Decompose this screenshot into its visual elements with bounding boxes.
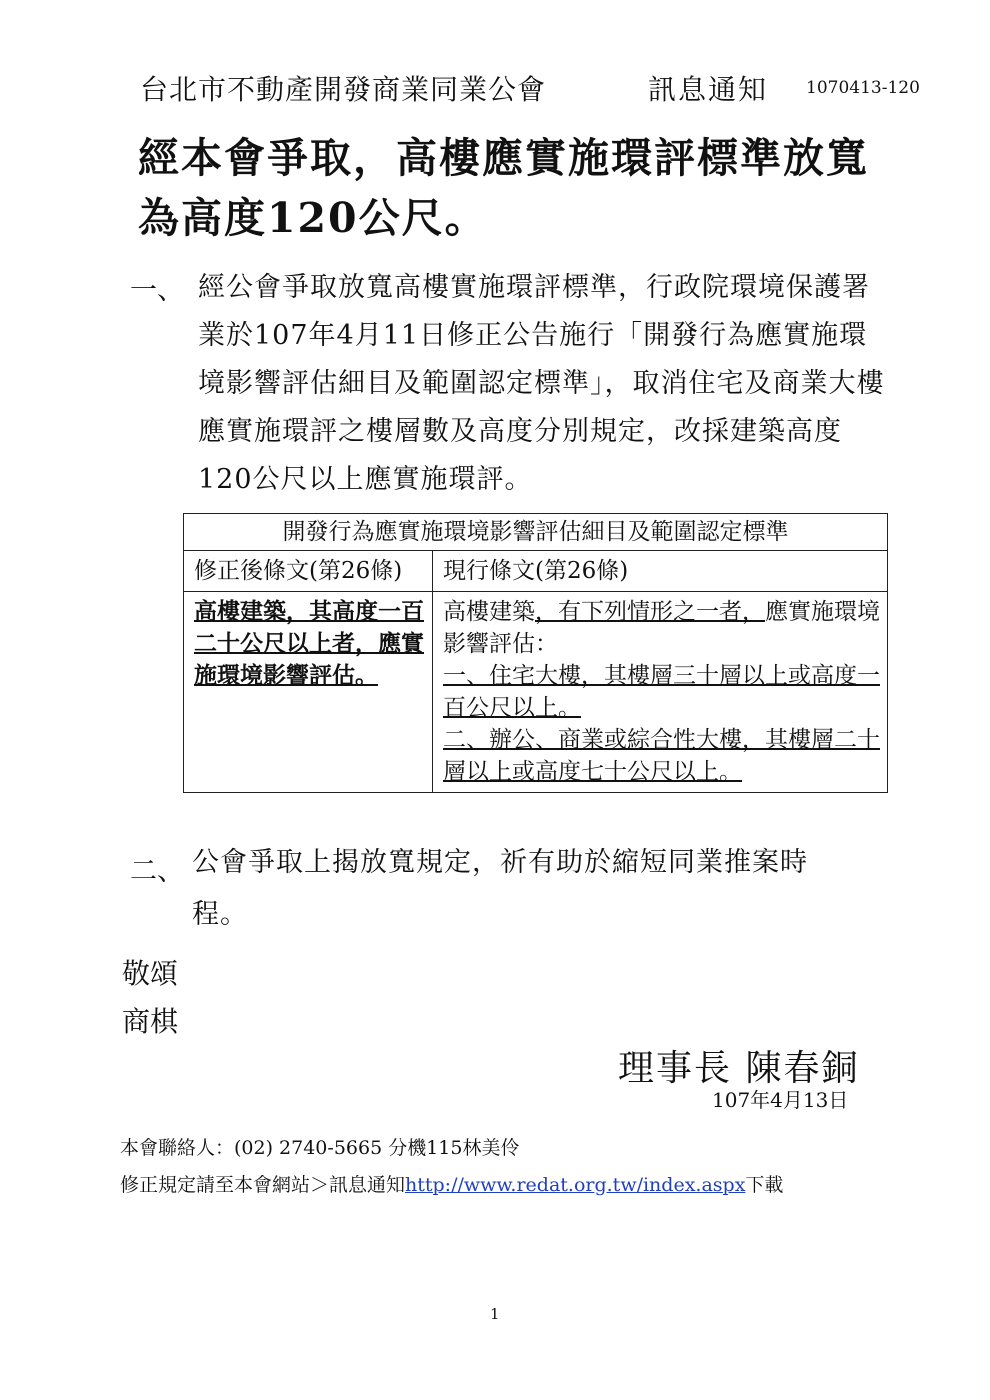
current-article-cell <box>433 592 888 793</box>
document-number: 1070413-120 <box>806 78 920 98</box>
page-number: 1 <box>490 1305 500 1323</box>
website-link[interactable]: http://www.redat.org.tw/index.aspx <box>405 1174 746 1196</box>
section-2-text: 公會爭取上揭放寬規定，祈有助於縮短同業推案時程。 <box>192 847 808 930</box>
notice-label: 訊息通知 <box>648 73 769 106</box>
amended-article-text: 高樓建築，其高度一百二十公尺以上者，應實施環境影響評估。 <box>194 598 424 689</box>
document-title: 經本會爭取，高樓應實施環評標準放寬為高度120公尺。 <box>138 134 869 242</box>
download-prefix: 修正規定請至本會網站＞訊息通知 <box>120 1174 406 1196</box>
organization-name: 台北市不動產開發商業同業公會 <box>140 73 547 106</box>
current-article-requirement: 應實施環境影響評估： <box>443 599 880 657</box>
table-caption: 開發行為應實施環境影響評估細目及範圍認定標準 <box>184 514 888 551</box>
section-1-text: 經公會爭取放寬高樓實施環評標準，行政院環境保護署業於107年4月11日修正公告施行「開發行為應實施環境影響評估細目及範圍認定標準」，取消住宅及商業大樓應實施環評之樓層數及高度分別規定，改採建築高度120公尺以上應實施環評。 <box>198 272 885 495</box>
amended-article-cell <box>184 592 433 793</box>
contact-info: 本會聯絡人：(02) 2740-5665 分機115林美伶 <box>120 1137 520 1159</box>
table-body-row <box>184 592 888 793</box>
current-article-lead: 高樓建築 <box>443 599 535 625</box>
section-1-marker: 一、 <box>130 275 184 306</box>
current-article-header: 現行條文(第26條) <box>433 551 888 592</box>
amended-article-header: 修正後條文(第26條) <box>184 551 433 592</box>
current-article-item-1: 一、住宅大樓，其樓層三十層以上或高度一百公尺以上。 <box>443 663 880 721</box>
table-caption-row <box>184 514 888 551</box>
closing-greeting: 敬頌 <box>122 957 179 990</box>
section-2-marker: 二、 <box>130 856 184 887</box>
current-article-condition: ，有下列情形之一者， <box>535 599 765 625</box>
download-note <box>120 1170 783 1197</box>
download-suffix: 下載 <box>745 1174 784 1196</box>
closing-wish: 商棋 <box>122 1005 179 1038</box>
current-article-item-2: 二、辦公、商業或綜合性大樓，其樓層二十層以上或高度七十公尺以上。 <box>443 727 880 785</box>
signature-name: 理事長 陳春銅 <box>618 1048 860 1089</box>
signature-date: 107年4月13日 <box>712 1088 849 1112</box>
table-header-row <box>184 551 888 592</box>
regulation-comparison-table <box>183 513 888 793</box>
